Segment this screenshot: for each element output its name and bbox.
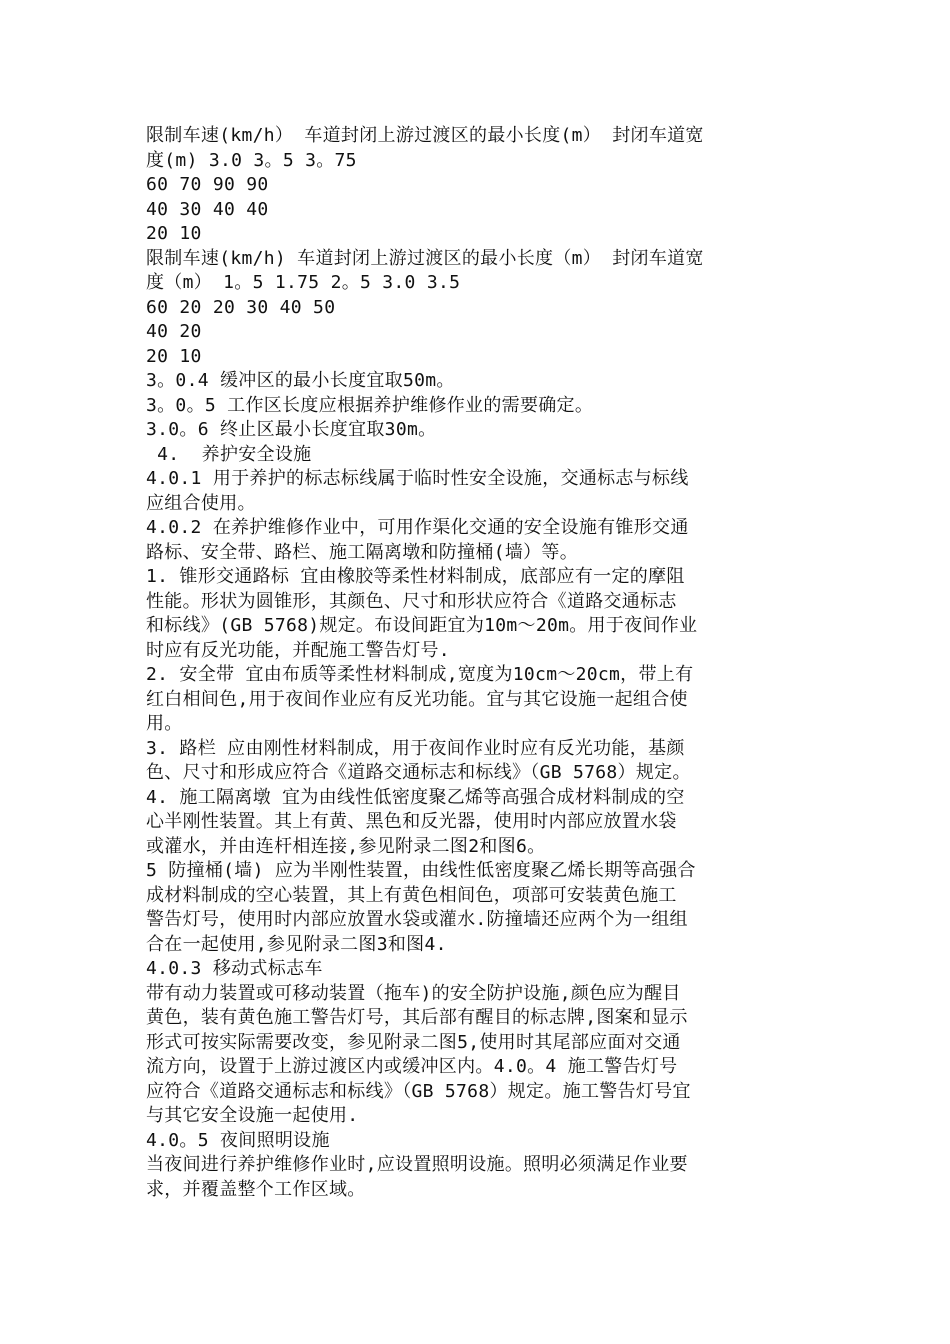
text-line: 40 20 bbox=[146, 321, 202, 342]
text-line: 形式可按实际需要改变，参见附录二图5,使用时其尾部应面对交通 bbox=[146, 1031, 681, 1053]
text-line: 求，并覆盖整个工作区域。 bbox=[146, 1178, 366, 1200]
text-line: 4.0.1 用于养护的标志标线属于临时性安全设施，交通标志与标线 bbox=[146, 468, 689, 489]
text-line: 警告灯号，使用时内部应放置水袋或灌水.防撞墙还应两个为一组组 bbox=[146, 909, 688, 930]
text-line: 和标线》(GB 5768)规定。布设间距宜为10m～20m。用于夜间作业 bbox=[146, 615, 698, 636]
text-line: 红白相间色,用于夜间作业应有反光功能。宜与其它设施一起组合使 bbox=[146, 688, 688, 710]
document-body bbox=[146, 124, 814, 1202]
text-line: 60 20 20 30 40 50 bbox=[146, 296, 336, 318]
text-line: 4.0。5 夜间照明设施 bbox=[146, 1129, 330, 1151]
text-line: 限制车速(km/h） 车道封闭上游过渡区的最小长度(m） 封闭车道宽 bbox=[146, 125, 704, 146]
text-line: 应组合使用。 bbox=[146, 492, 256, 514]
text-line: 4. 施工隔离墩 宜为由线性低密度聚乙烯等高强合成材料制成的空 bbox=[146, 786, 685, 808]
text-line: 流方向，设置于上游过渡区内或缓冲区内。4.0。4 施工警告灯号 bbox=[146, 1056, 678, 1077]
text-line: 3. 路栏 应由刚性材料制成，用于夜间作业时应有反光功能，基颜 bbox=[146, 737, 685, 759]
text-line: 2. 安全带 宜由布质等柔性材料制成,宽度为10cm～20cm，带上有 bbox=[146, 664, 694, 685]
text-line: 成材料制成的空心装置，其上有黄色相间色，项部可安装黄色施工 bbox=[146, 884, 677, 906]
text-line: 路标、安全带、路栏、施工隔离墩和防撞桶(墙）等。 bbox=[146, 541, 579, 563]
section-heading: 4. 养护安全设施 bbox=[146, 443, 312, 465]
text-line: 用。 bbox=[146, 713, 183, 734]
text-line: 或灌水，并由连杆相连接,参见附录二图2和图6。 bbox=[146, 835, 546, 857]
text-line: 黄色，装有黄色施工警告灯号，其后部有醒目的标志牌,图案和显示 bbox=[146, 1007, 688, 1028]
text-line: 20 10 bbox=[146, 223, 202, 244]
text-line: 度(m) 3.0 3。5 3。75 bbox=[146, 149, 357, 171]
text-line: 性能。形状为圆锥形，其颜色、尺寸和形状应符合《道路交通标志 bbox=[146, 590, 677, 612]
text-line: 5 防撞桶(墙) 应为半刚性装置，由线性低密度聚乙烯长期等高强合 bbox=[146, 860, 696, 881]
text-line: 4.0.2 在养护维修作业中，可用作渠化交通的安全设施有锥形交通 bbox=[146, 517, 689, 538]
text-line: 3.0。6 终止区最小长度宜取30m。 bbox=[146, 419, 437, 440]
text-line: 与其它安全设施一起使用. bbox=[146, 1105, 359, 1126]
text-line: 时应有反光功能，并配施工警告灯号. bbox=[146, 639, 450, 661]
text-line: 当夜间进行养护维修作业时,应设置照明设施。照明必须满足作业要 bbox=[146, 1154, 688, 1175]
text-line: 4.0.3 移动式标志车 bbox=[146, 958, 323, 979]
text-line: 带有动力装置或可移动装置（拖车)的安全防护设施,颜色应为醒目 bbox=[146, 982, 681, 1004]
text-line: 3。0.4 缓冲区的最小长度宜取50m。 bbox=[146, 370, 455, 391]
text-line: 限制车速(km/h) 车道封闭上游过渡区的最小长度（m） 封闭车道宽 bbox=[146, 247, 704, 269]
text-line: 合在一起使用,参见附录二图3和图4. bbox=[146, 933, 447, 955]
text-line: 60 70 90 90 bbox=[146, 174, 269, 195]
text-line: 色、尺寸和形成应符合《道路交通标志和标线》（GB 5768）规定。 bbox=[146, 762, 691, 783]
text-line: 40 30 40 40 bbox=[146, 198, 269, 220]
text-line: 3。0。5 工作区长度应根据养护维修作业的需要确定。 bbox=[146, 394, 594, 416]
text-line: 1. 锥形交通路标 宜由橡胶等柔性材料制成，底部应有一定的摩阻 bbox=[146, 566, 685, 587]
text-line: 应符合《道路交通标志和标线》（GB 5768）规定。施工警告灯号宜 bbox=[146, 1080, 691, 1102]
text-line: 心半刚性装置。其上有黄、黑色和反光器，使用时内部应放置水袋 bbox=[146, 811, 677, 832]
text-line: 20 10 bbox=[146, 345, 202, 367]
text-line: 度（m） 1。5 1.75 2。5 3.0 3.5 bbox=[146, 272, 461, 293]
